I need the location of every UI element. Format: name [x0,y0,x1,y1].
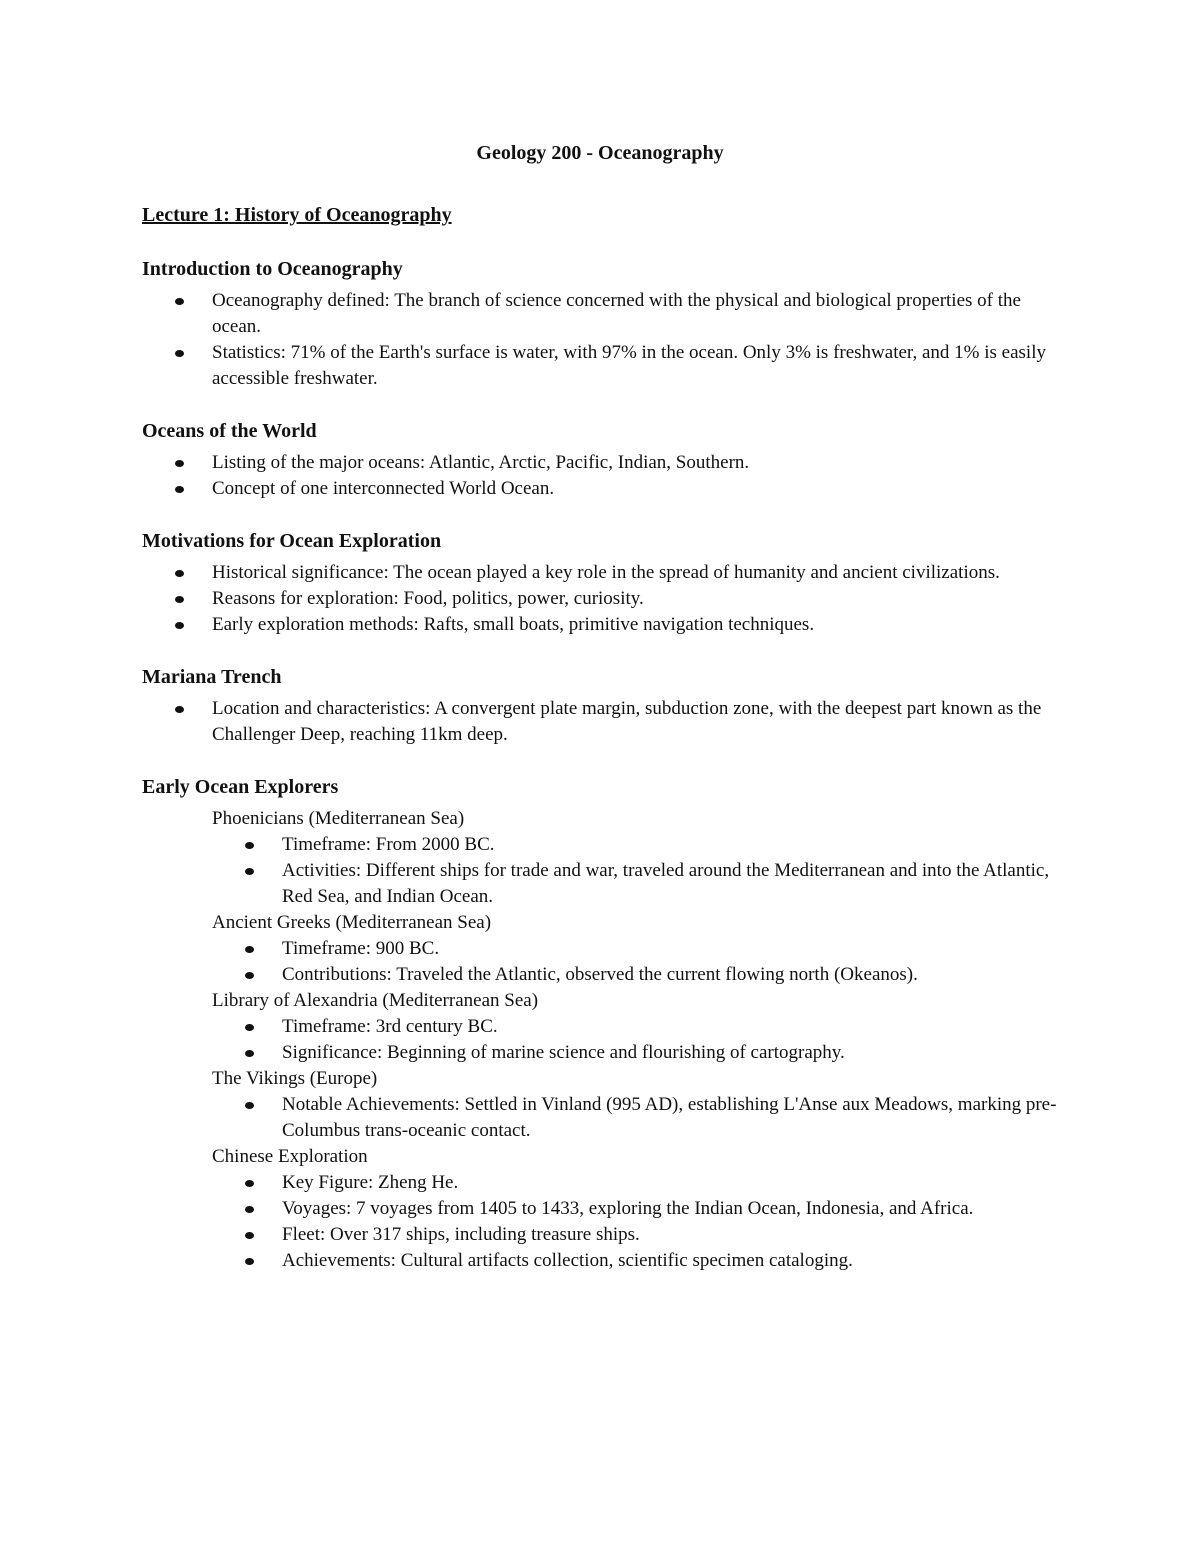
list-item-text: Location and characteristics: A convergent plate margin, subduction zone, with the deepest part known as the Challenger Deep, reaching 11km deep. [212,698,1042,745]
section-introduction [142,256,1062,392]
list-item [212,696,1062,748]
list-item [282,832,1062,858]
list-item-text: Oceanography defined: The branch of science concerned with the physical and biological properties of the ocean. [212,290,1021,337]
list-item [282,1222,1062,1248]
bullet-icon [175,298,184,305]
list-item [282,936,1062,962]
section-heading: Early Ocean Explorers [142,776,339,798]
bullet-list [142,560,1062,638]
explorer-group-name: Ancient Greeks (Mediterranean Sea) [212,912,492,933]
list-item [212,586,1062,612]
bullet-list [142,288,1062,392]
section-motivations [142,528,1062,638]
bullet-icon [175,486,184,493]
list-item [212,288,1062,340]
list-item-text: Listing of the major oceans: Atlantic, Arctic, Pacific, Indian, Southern. [212,452,750,473]
list-item [212,476,1062,502]
bullet-list [142,696,1062,748]
list-item-text: Key Figure: Zheng He. [282,1172,459,1193]
list-item [282,1040,1062,1066]
list-item-text: Significance: Beginning of marine science and flourishing of cartography. [282,1042,845,1063]
bullet-list [212,936,1062,988]
list-item-text: Activities: Different ships for trade and war, traveled around the Mediterranean and into the Atlantic, Red Sea, and Indian Ocean. [282,860,1050,907]
list-item [212,612,1062,638]
bullet-list [142,450,1062,502]
bullet-icon [245,868,254,875]
document-title: Geology 200 - Oceanography [476,142,724,164]
section-heading: Motivations for Ocean Exploration [142,530,442,552]
bullet-icon [245,842,254,849]
bullet-list [212,1014,1062,1066]
list-item-text: Contributions: Traveled the Atlantic, observed the current flowing north (Okeanos). [282,964,918,985]
list-item [212,450,1062,476]
bullet-icon [175,706,184,713]
section-mariana-trench [142,664,1062,748]
list-item-text: Timeframe: 900 BC. [282,938,440,959]
explorer-group-library-of-alexandria [212,988,1062,1066]
lecture-title: Lecture 1: History of Oceanography [142,204,452,226]
section-heading: Oceans of the World [142,420,317,442]
list-item [212,560,1062,586]
explorer-group-name: Library of Alexandria (Mediterranean Sea) [212,990,539,1011]
explorer-group-vikings [212,1066,1062,1144]
bullet-icon [245,1206,254,1213]
list-item-text: Statistics: 71% of the Earth's surface is water, with 97% in the ocean. Only 3% is freshwater, and 1% is easily accessible freshwater. [212,342,1046,389]
bullet-icon [245,1050,254,1057]
bullet-icon [175,596,184,603]
bullet-icon [175,460,184,467]
bullet-icon [245,1180,254,1187]
explorer-group-name: Chinese Exploration [212,1146,368,1167]
section-early-explorers [142,774,1062,1274]
explorer-group-name: The Vikings (Europe) [212,1068,378,1089]
list-item-text: Notable Achievements: Settled in Vinland (995 AD), establishing L'Anse aux Meadows, marking pre-Columbus trans-oceanic contact. [282,1094,1057,1141]
list-item [282,858,1062,910]
bullet-icon [245,972,254,979]
list-item-text: Timeframe: From 2000 BC. [282,834,495,855]
list-item-text: Timeframe: 3rd century BC. [282,1016,498,1037]
bullet-list [212,1092,1062,1144]
explorer-group-chinese-exploration [212,1144,1062,1274]
bullet-icon [245,1024,254,1031]
section-oceans [142,418,1062,502]
explorer-group-ancient-greeks [212,910,1062,988]
list-item-text: Early exploration methods: Rafts, small boats, primitive navigation techniques. [212,614,815,635]
list-item [282,1170,1062,1196]
document-content [142,256,1062,1300]
list-item [212,340,1062,392]
section-heading: Mariana Trench [142,666,282,688]
list-item-text: Concept of one interconnected World Ocean. [212,478,555,499]
list-item-text: Achievements: Cultural artifacts collection, scientific specimen cataloging. [282,1250,853,1271]
list-item [282,1248,1062,1274]
bullet-icon [245,1102,254,1109]
bullet-list [212,1170,1062,1274]
section-heading: Introduction to Oceanography [142,258,403,280]
bullet-icon [245,946,254,953]
bullet-icon [175,622,184,629]
list-item [282,1092,1062,1144]
list-item [282,1196,1062,1222]
list-item-text: Fleet: Over 317 ships, including treasure ships. [282,1224,640,1245]
list-item [282,1014,1062,1040]
bullet-icon [245,1258,254,1265]
explorer-group-phoenicians [212,806,1062,910]
bullet-icon [175,570,184,577]
list-item-text: Voyages: 7 voyages from 1405 to 1433, exploring the Indian Ocean, Indonesia, and Africa. [282,1198,974,1219]
bullet-icon [245,1232,254,1239]
list-item-text: Reasons for exploration: Food, politics, power, curiosity. [212,588,644,609]
bullet-icon [175,350,184,357]
bullet-list [212,832,1062,910]
list-item [282,962,1062,988]
list-item-text: Historical significance: The ocean played a key role in the spread of humanity and ancient civilizations. [212,562,1000,583]
explorer-group-name: Phoenicians (Mediterranean Sea) [212,808,465,829]
